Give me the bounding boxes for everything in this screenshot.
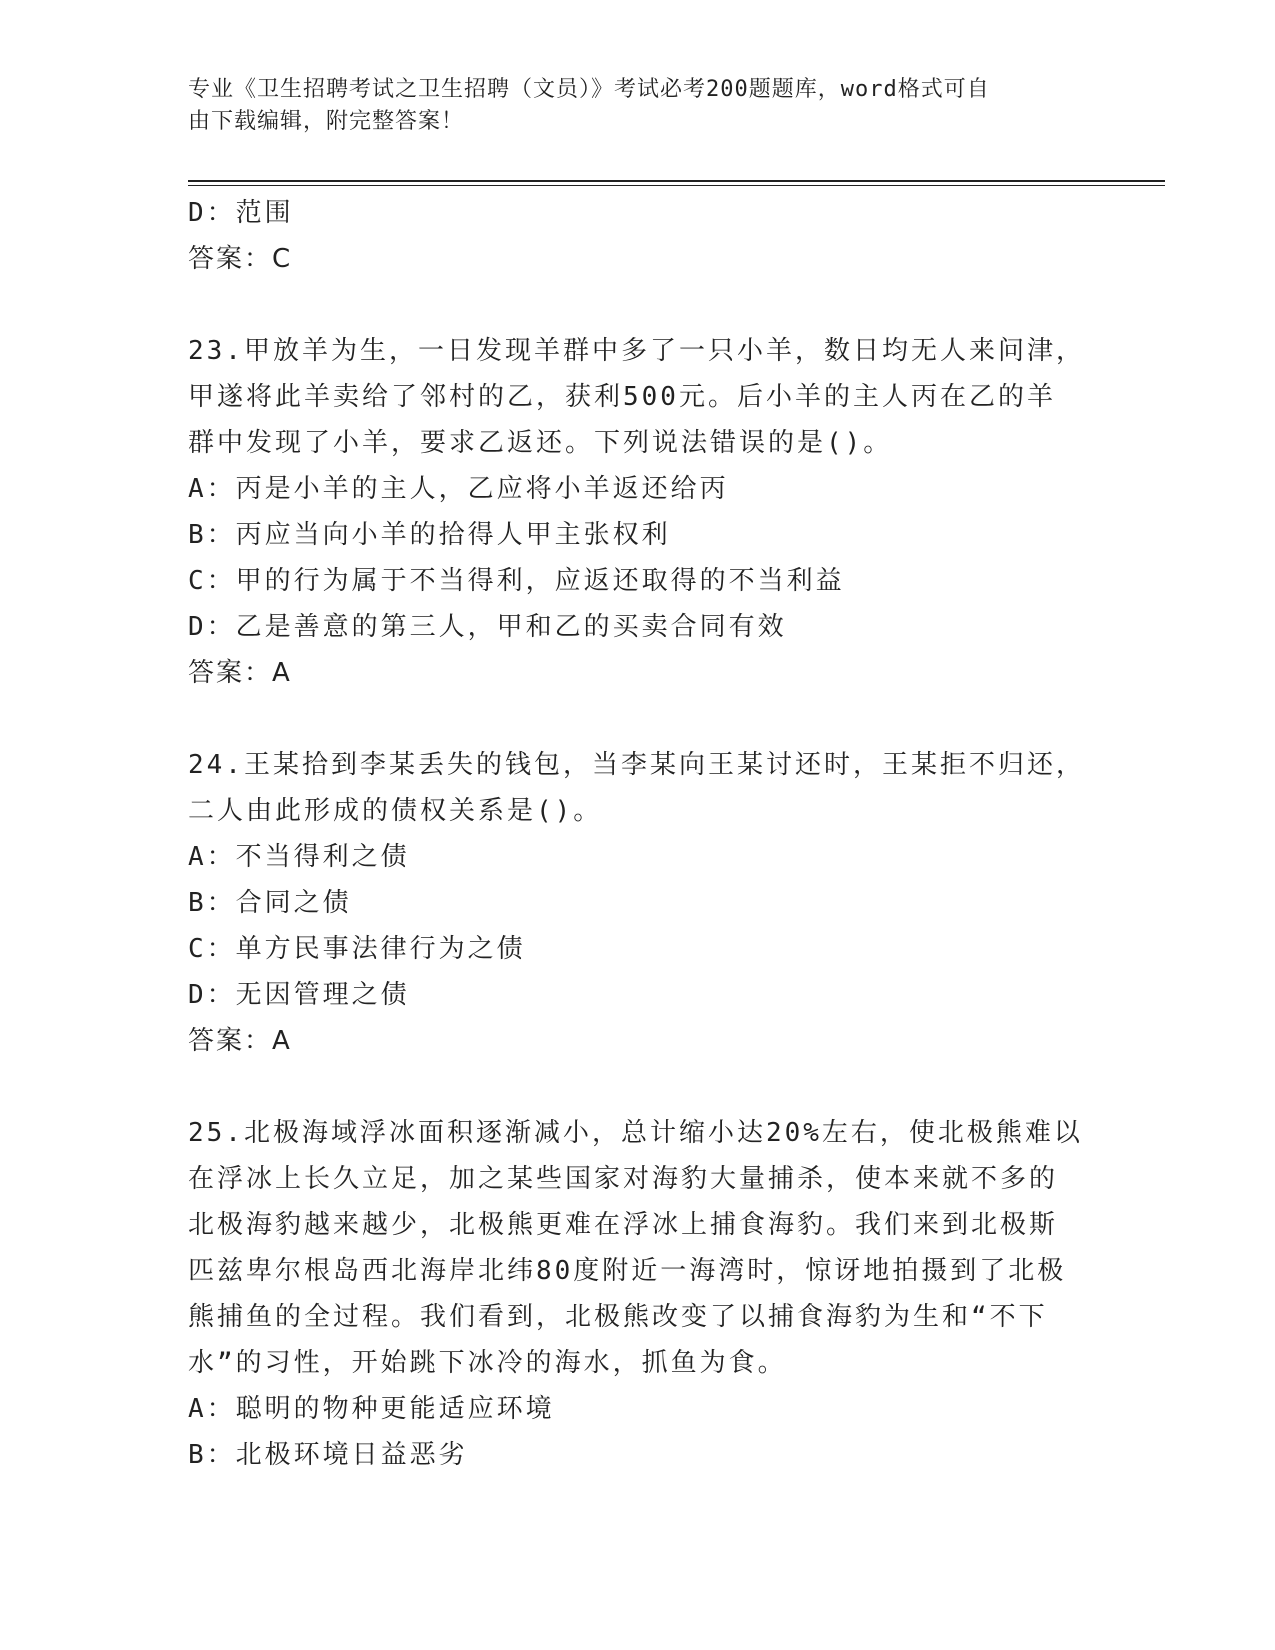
question-stem-line: 二人由此形成的债权关系是()。: [188, 796, 603, 826]
question-stem-line: 23.甲放羊为生，一日发现羊群中多了一只小羊，数日均无人来问津，: [188, 336, 1085, 366]
option-a: A：不当得利之债: [188, 842, 410, 872]
spacer: [188, 1064, 1088, 1110]
question-stem-line: 在浮冰上长久立足，加之某些国家对海豹大量捕杀，使本来就不多的: [188, 1164, 1059, 1194]
option-a: A：聪明的物种更能适应环境: [188, 1394, 555, 1424]
question-stem-line: 甲遂将此羊卖给了邻村的乙，获利500元。后小羊的主人丙在乙的羊: [188, 382, 1056, 412]
question-stem-line: 24.王某拾到李某丢失的钱包，当李某向王某讨还时，王某拒不归还，: [188, 750, 1085, 780]
answer-line: 答案：A: [188, 658, 292, 688]
question-stem-line: 群中发现了小羊，要求乙返还。下列说法错误的是()。: [188, 428, 893, 458]
question-25: [188, 1110, 1088, 1478]
option-d: D：无因管理之债: [188, 980, 410, 1010]
option-d: D：乙是善意的第三人，甲和乙的买卖合同有效: [188, 612, 787, 642]
question-stem-line: 北极海豹越来越少，北极熊更难在浮冰上捕食海豹。我们来到北极斯: [188, 1210, 1059, 1240]
option-b: B：北极环境日益恶劣: [188, 1440, 468, 1470]
answer-line: 答案：C: [188, 244, 293, 274]
option-d: D：范围: [188, 198, 294, 228]
question-23: [188, 328, 1088, 696]
question-24: [188, 742, 1088, 1064]
header-divider: [188, 180, 1165, 182]
question-stem-line: 25.北极海域浮冰面积逐渐减小，总计缩小达20%左右，使北极熊难以: [188, 1118, 1083, 1148]
header-divider-thin: [188, 185, 1165, 186]
option-c: C：单方民事法律行为之债: [188, 934, 526, 964]
question-stem-line: 水”的习性，开始跳下冰冷的海水，抓鱼为食。: [188, 1348, 787, 1378]
previous-question-tail: [188, 190, 1088, 282]
spacer: [188, 282, 1088, 328]
document-body: [188, 190, 1088, 1478]
header-line-2: 由下载编辑，附完整答案！: [188, 109, 465, 134]
option-a: A：丙是小羊的主人，乙应将小羊返还给丙: [188, 474, 729, 504]
question-stem-line: 熊捕鱼的全过程。我们看到，北极熊改变了以捕食海豹为生和“不下: [188, 1302, 1048, 1332]
option-b: B：丙应当向小羊的拾得人甲主张权利: [188, 520, 671, 550]
spacer: [188, 696, 1088, 742]
page-header: [188, 74, 1068, 138]
option-b: B：合同之债: [188, 888, 352, 918]
answer-line: 答案：A: [188, 1026, 292, 1056]
option-c: C：甲的行为属于不当得利，应返还取得的不当利益: [188, 566, 845, 596]
header-line-1: 专业《卫生招聘考试之卫生招聘（文员）》考试必考200题题库，word格式可自: [188, 77, 990, 102]
question-stem-line: 匹兹卑尔根岛西北海岸北纬80度附近一海湾时，惊讶地拍摄到了北极: [188, 1256, 1067, 1286]
